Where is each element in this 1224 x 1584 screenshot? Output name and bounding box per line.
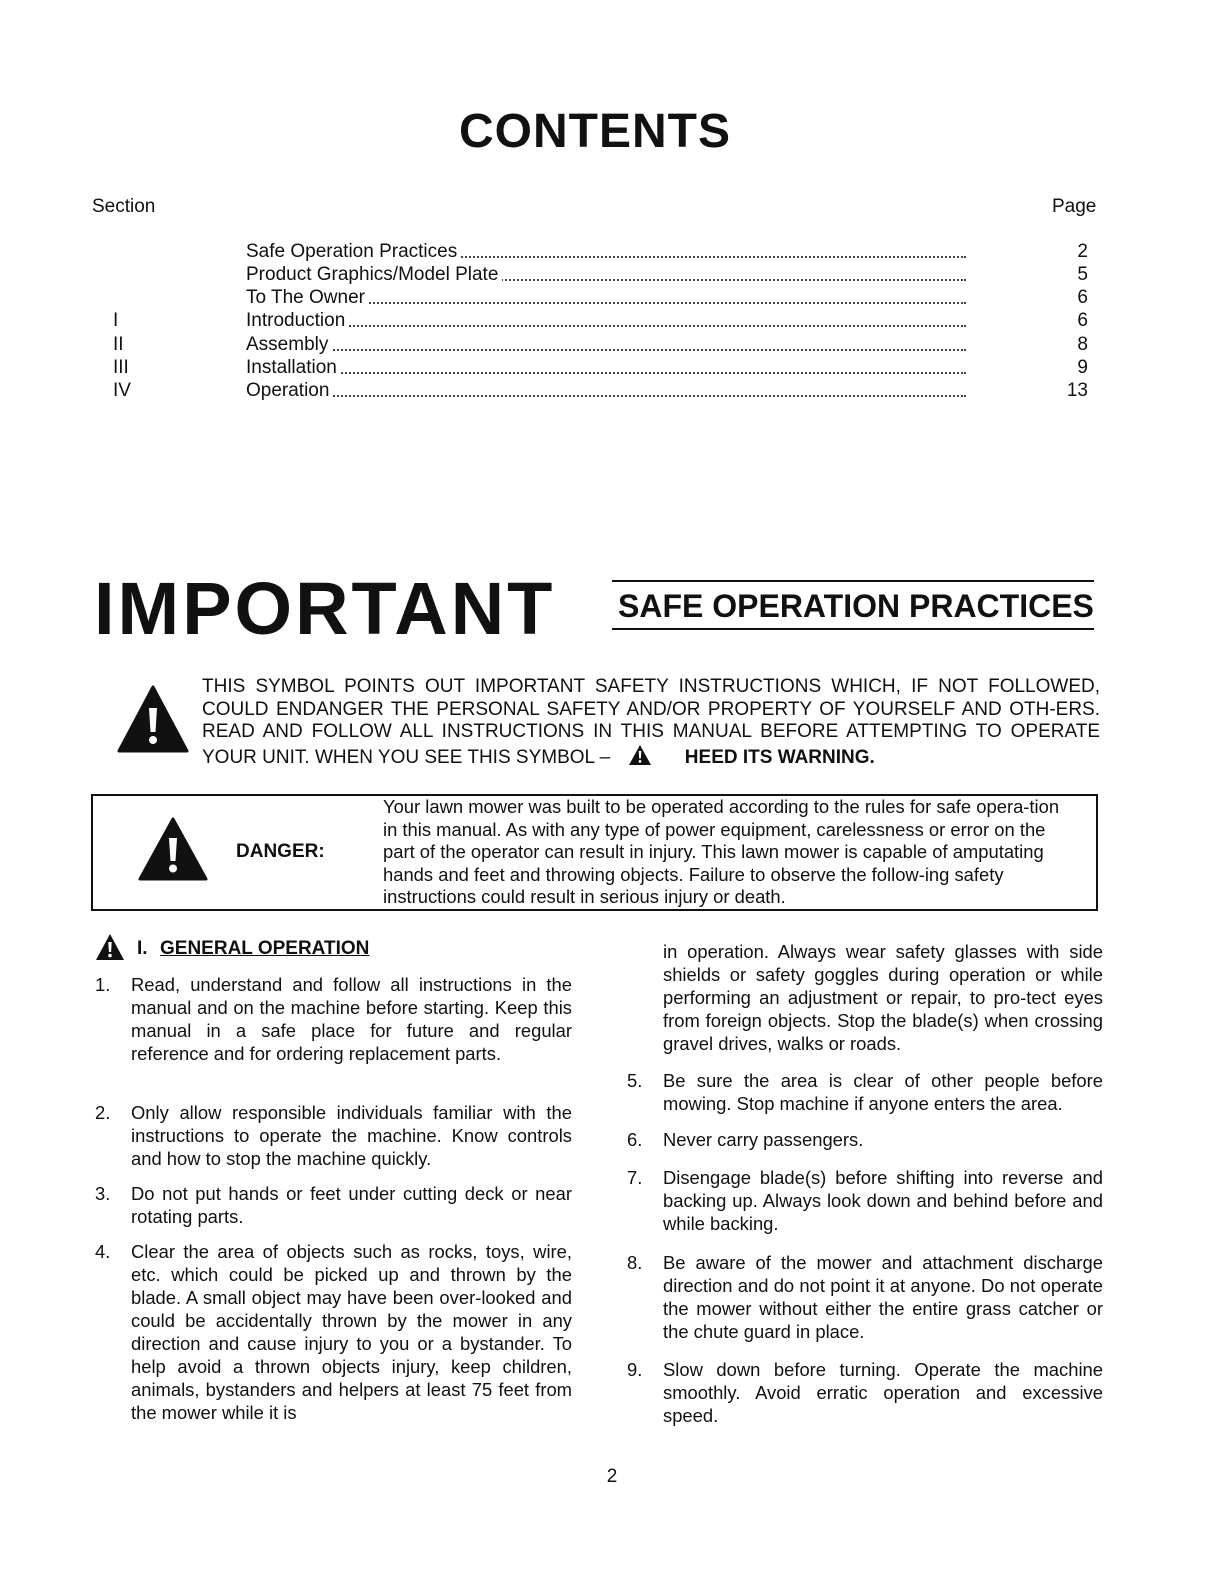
item-number: 5.: [627, 1070, 643, 1091]
list-item: [627, 1251, 1103, 1343]
safety-symbol-text: THIS SYMBOL POINTS OUT IMPORTANT SAFETY INSTRUCTIONS WHICH, IF NOT FOLLOWED, COULD ENDANGER THE PERSONAL SAFETY AND/OR PROPERTY OF YOURSELF AND OTH-ERS. READ AND FOLLOW ALL INSTRUCTIONS IN THIS MANUAL BEFORE ATTEMPTING TO OPERATE YOUR UNIT. WHEN YOU SEE THIS SYMBOL –: [202, 676, 1100, 768]
toc-row[interactable]: [0, 241, 1224, 264]
section-column-header: Section: [92, 196, 156, 217]
list-item: [627, 1358, 1103, 1427]
toc-row[interactable]: [0, 264, 1224, 287]
list-item: [627, 1128, 1103, 1151]
safety-alert-icon: [95, 933, 125, 961]
item-number: 6.: [627, 1129, 643, 1150]
toc-page: 6: [1077, 310, 1088, 331]
toc-row[interactable]: [0, 357, 1224, 380]
list-item: [627, 1166, 1103, 1235]
general-operation-heading: GENERAL OPERATION: [160, 938, 370, 959]
item-text: Disengage blade(s) before shifting into reverse and backing up. Always look down and behind before and while backing.: [663, 1167, 1103, 1234]
item-text: Be sure the area is clear of other people before mowing. Stop machine if anyone enters the area.: [663, 1070, 1103, 1114]
toc-title: To The Owner: [246, 287, 369, 308]
important-heading: IMPORTANT: [94, 567, 556, 650]
list-item: [95, 1240, 572, 1424]
heed-warning-text: HEED ITS WARNING.: [684, 746, 875, 768]
item-number: 2.: [95, 1102, 111, 1123]
item-text: Be aware of the mower and attachment discharge direction and do not point it at anyone. Do not operate the mower without either the entire grass catcher or the chute guard in place.: [663, 1252, 1103, 1342]
list-item-continued: [663, 940, 1103, 1055]
list-item: [95, 1101, 572, 1170]
item-text: Only allow responsible individuals familiar with the instructions to operate the machine. Know controls and how to stop the machine quickly.: [131, 1102, 572, 1169]
toc-page: 5: [1077, 264, 1088, 285]
page-number: 2: [606, 1466, 618, 1487]
item-text: Never carry passengers.: [663, 1129, 864, 1150]
toc-page: 9: [1077, 357, 1088, 378]
item-text: Do not put hands or feet under cutting deck or near rotating parts.: [131, 1183, 572, 1227]
toc-page: 8: [1077, 334, 1088, 355]
item-number: 4.: [95, 1241, 111, 1262]
toc-row[interactable]: [0, 287, 1224, 310]
item-number: 9.: [627, 1359, 643, 1380]
item-text: Read, understand and follow all instructions in the manual and on the machine before starting. Keep this manual in a safe place for future and regular reference and for ordering replacement parts.: [131, 974, 572, 1064]
toc-section-number: I: [113, 310, 119, 331]
safety-alert-icon: [117, 684, 189, 754]
toc-page: 2: [1077, 241, 1088, 262]
toc-title: Assembly: [246, 334, 332, 355]
item-number: 1.: [95, 974, 111, 995]
contents-title: CONTENTS: [459, 105, 731, 158]
toc-section-number: II: [113, 334, 124, 355]
toc-row[interactable]: [0, 380, 1224, 403]
toc-title: Product Graphics/Model Plate: [246, 264, 502, 285]
section-number: I.: [137, 938, 148, 959]
item-number: 3.: [95, 1183, 111, 1204]
toc-title: Installation: [246, 357, 341, 378]
toc-page: 6: [1077, 287, 1088, 308]
toc-page: 13: [1066, 380, 1088, 401]
danger-label: DANGER:: [236, 841, 325, 862]
item-number: 8.: [627, 1252, 643, 1273]
safety-alert-icon: [628, 744, 652, 766]
page-column-header: Page: [1052, 196, 1097, 217]
toc-section-number: IV: [113, 380, 131, 401]
item-text: in operation. Always wear safety glasses with side shields or safety goggles during operation or while performing an adjustment or repair, to pro-tect eyes from foreign objects. Stop the blade(s) when crossing gravel drives, walks or roads.: [663, 941, 1103, 1054]
list-item: [95, 1182, 572, 1228]
list-item: [95, 973, 572, 1065]
safe-operation-practices-heading: SAFE OPERATION PRACTICES: [612, 580, 1094, 630]
list-item: [627, 1069, 1103, 1115]
item-text: Clear the area of objects such as rocks, toys, wire, etc. which could be picked up and thrown by the blade. A small object may have been over-looked and could be accidentally thrown by the mower in any direction and cause injury to you or a bystander. To help avoid a thrown objects injury, keep children, animals, bystanders and helpers at least 75 feet from the mower while it is: [131, 1241, 572, 1423]
toc-section-number: III: [113, 357, 129, 378]
toc-row[interactable]: [0, 310, 1224, 333]
safety-symbol-notice: [202, 676, 1100, 769]
toc-title: Introduction: [246, 310, 349, 331]
danger-text: Your lawn mower was built to be operated according to the rules for safe opera-tion in this manual. As with any type of power equipment, carelessness or error on the part of the operator can result in injury. This lawn mower is capable of amputating hands and feet and throwing objects. Failure to observe the follow-ing safety instructions could result in serious injury or death.: [383, 796, 1060, 907]
item-text: Slow down before turning. Operate the machine smoothly. Avoid erratic operation and excessive speed.: [663, 1359, 1103, 1426]
toc-title: Operation: [246, 380, 333, 401]
item-number: 7.: [627, 1167, 643, 1188]
danger-alert-icon: [138, 816, 208, 882]
toc-title: Safe Operation Practices: [246, 241, 461, 262]
toc-row[interactable]: [0, 334, 1224, 357]
